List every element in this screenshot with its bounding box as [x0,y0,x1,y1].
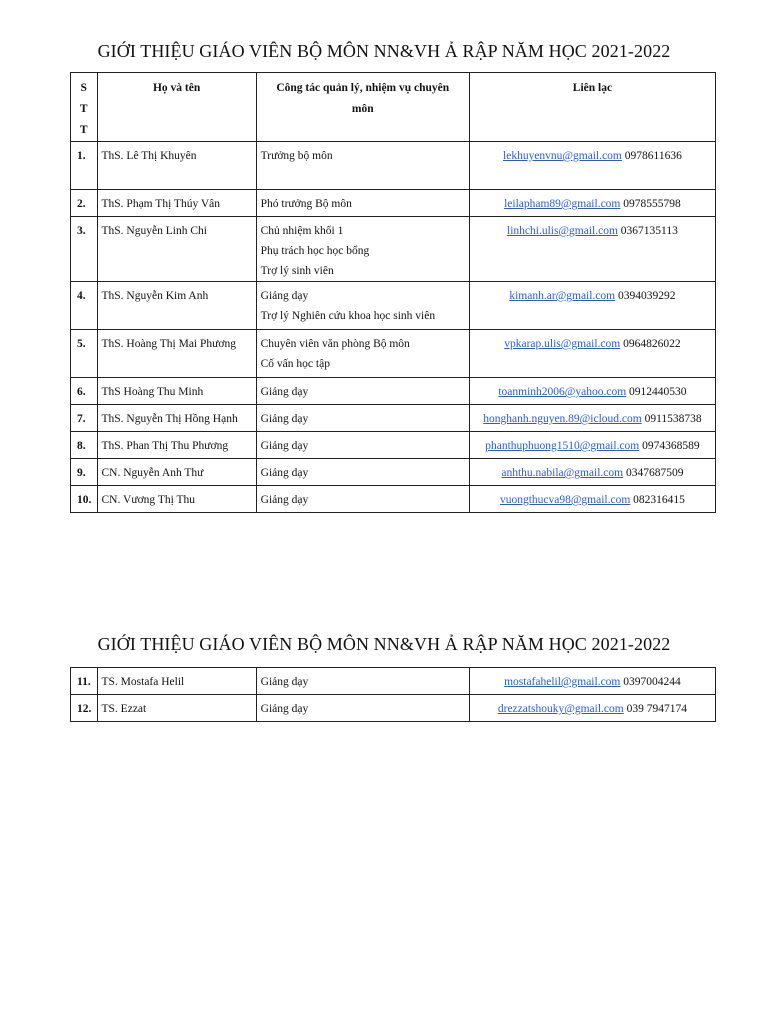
row-number: 11. [71,668,98,695]
header-contact: Liên lạc [469,73,715,142]
role-line: Giảng dạy [260,494,309,506]
role-line: Giảng dạy [260,467,309,479]
header-stt: ST T [71,73,98,142]
teacher-name: ThS Hoàng Thu Minh [97,378,256,405]
teacher-role [256,142,469,190]
phone-number: 0367135113 [620,225,678,237]
teacher-name: ThS. Nguyễn Kim Anh [97,282,256,330]
row-number: 9. [71,459,98,486]
teacher-contact [469,405,715,432]
teacher-name: CN. Vương Thị Thu [97,486,256,513]
role-line: Trưởng bộ môn [260,150,333,162]
teacher-contact [469,190,715,217]
row-number: 3. [71,217,98,282]
table-row [71,330,716,378]
table-row [71,486,716,513]
teacher-name: ThS. Phan Thị Thu Phương [97,432,256,459]
role-line: Giảng dạy [260,440,309,452]
row-number: 4. [71,282,98,330]
teacher-contact [469,695,715,722]
row-number: 2. [71,190,98,217]
teacher-contact [469,432,715,459]
role-line: Giảng dạy [260,386,309,398]
teacher-contact [469,486,715,513]
role-line: Cố vấn học tập [260,358,330,370]
table-row [71,282,716,330]
page-title-2: GIỚI THIỆU GIÁO VIÊN BỘ MÔN NN&VH Ả RẬP NĂM HỌC 2021-2022 [97,634,671,654]
phone-number: 0978555798 [623,198,681,210]
phone-number: 0397004244 [623,676,681,688]
row-number: 5. [71,330,98,378]
email-link[interactable]: drezzatshouky@gmail.com [497,703,624,715]
role-line: Giảng dạy [260,703,309,715]
table-row [71,217,716,282]
teacher-name: ThS. Nguyễn Thị Hồng Hạnh [97,405,256,432]
teacher-role [256,695,469,722]
table-row [71,190,716,217]
teacher-role [256,405,469,432]
teacher-name: ThS. Hoàng Thị Mai Phương [97,330,256,378]
teacher-contact [469,142,715,190]
email-link[interactable]: lekhuyenvnu@gmail.com [503,150,622,162]
role-line: Phó trưởng Bộ môn [260,198,352,210]
teacher-role [256,330,469,378]
teacher-name: ThS. Nguyễn Linh Chi [97,217,256,282]
role-line: Chủ nhiệm khối 1 [260,225,344,237]
teacher-role [256,486,469,513]
phone-number: 0974368589 [642,440,700,452]
email-link[interactable]: kimanh.ar@gmail.com [509,290,616,302]
row-number: 7. [71,405,98,432]
table-row [71,695,716,722]
teacher-contact [469,282,715,330]
phone-number: 0978611636 [624,150,682,162]
role-line: Giảng dạy [260,290,309,302]
teacher-contact [469,459,715,486]
role-line: Phụ trách học học bổng [260,245,370,257]
table-row [71,405,716,432]
row-number: 6. [71,378,98,405]
header-name: Họ và tên [97,73,256,142]
teacher-name: CN. Nguyễn Anh Thư [97,459,256,486]
email-link[interactable]: phanthuphuong1510@gmail.com [485,440,640,452]
teacher-role [256,432,469,459]
table-row [71,432,716,459]
email-link[interactable]: linhchi.ulis@gmail.com [507,225,618,237]
role-line: Trợ lý sinh viên [260,265,334,277]
table-row [71,459,716,486]
teacher-role [256,282,469,330]
email-link[interactable]: mostafahelil@gmail.com [504,676,621,688]
teacher-role [256,668,469,695]
page-title: GIỚI THIỆU GIÁO VIÊN BỘ MÔN NN&VH Ả RẬP NĂM HỌC 2021-2022 [97,41,671,61]
role-line: Trợ lý Nghiên cứu khoa học sinh viên [260,310,436,322]
phone-number: 039 7947174 [626,703,687,715]
header-role: Công tác quản lý, nhiệm vụ chuyên môn [256,73,469,142]
teacher-role [256,378,469,405]
teacher-role [256,459,469,486]
row-number: 1. [71,142,98,190]
table-row [71,668,716,695]
phone-number: 082316415 [633,494,685,506]
email-link[interactable]: toanminh2006@yahoo.com [498,386,627,398]
email-link[interactable]: vuongthucva98@gmail.com [499,494,631,506]
teacher-role [256,190,469,217]
teacher-contact [469,330,715,378]
role-line: Giảng dạy [260,413,309,425]
teacher-contact [469,217,715,282]
role-line: Chuyên viên văn phòng Bộ môn [260,338,410,350]
teacher-contact [469,668,715,695]
phone-number: 0912440530 [629,386,687,398]
phone-number: 0911538738 [644,413,702,425]
teacher-name: TS. Mostafa Helil [97,668,256,695]
table-row [71,378,716,405]
row-number: 12. [71,695,98,722]
table-row [71,142,716,190]
phone-number: 0347687509 [625,467,684,479]
teacher-table [70,72,716,513]
row-number: 10. [71,486,98,513]
email-link[interactable]: vpkarap.ulis@gmail.com [504,338,621,350]
teacher-contact [469,378,715,405]
teacher-name: ThS. Phạm Thị Thúy Vân [97,190,256,217]
table-header-row [71,73,716,142]
phone-number: 0964826022 [623,338,681,350]
phone-number: 0394039292 [618,290,676,302]
email-link[interactable]: anhthu.nabila@gmail.com [501,467,624,479]
email-link[interactable]: honghanh.nguyen.89@icloud.com [483,413,642,425]
row-number: 8. [71,432,98,459]
teacher-table-2 [70,667,716,722]
email-link[interactable]: leilapham89@gmail.com [504,198,621,210]
role-line: Giảng dạy [260,676,309,688]
teacher-role [256,217,469,282]
teacher-name: TS. Ezzat [97,695,256,722]
teacher-name: ThS. Lê Thị Khuyên [97,142,256,190]
